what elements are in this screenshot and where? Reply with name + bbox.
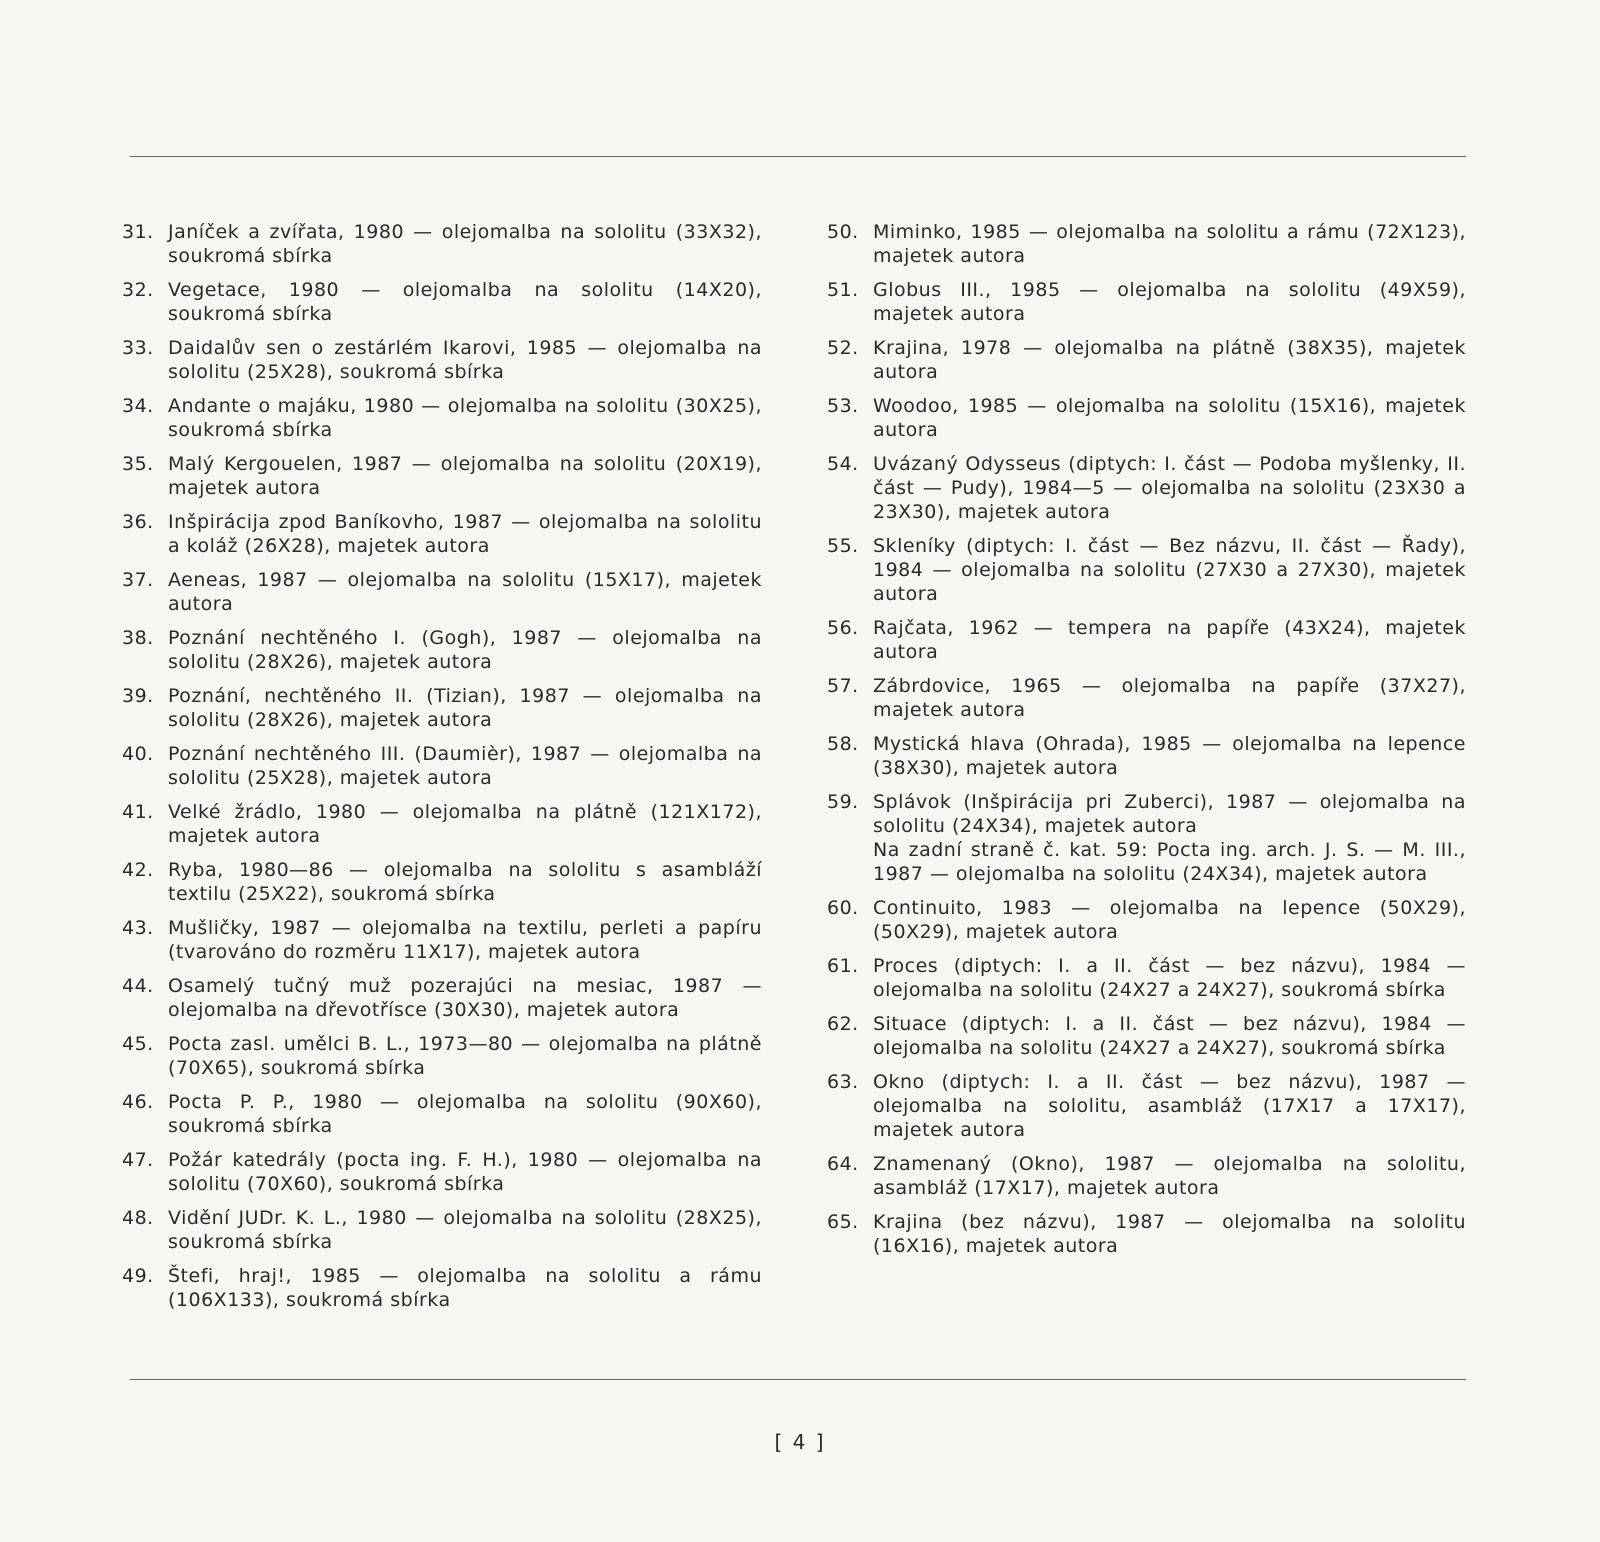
entry-number: 39.: [122, 685, 154, 707]
entry-number: 61.: [827, 955, 859, 977]
entry-body: [168, 1032, 762, 1080]
entry-text: Daidalův sen o zestárlém Ikarovi, 1985 — olejomalba na sololitu (25X28), soukromá sbírka: [168, 337, 762, 383]
entry-text: Poznání nechtěného I. (Gogh), 1987 — olejomalba na sololitu (28X26), majetek autora: [168, 627, 762, 673]
entry-number: 51.: [827, 279, 859, 301]
entry-body: [168, 684, 762, 732]
entry-body: [873, 954, 1466, 1002]
entry-body: [168, 510, 762, 558]
entry-text: Proces (diptych: I. a II. část — bez názvu), 1984 — olejomalba na sololitu (24X27 a 24X27), soukromá sbírka: [873, 955, 1466, 1001]
entry-text: Štefi, hraj!, 1985 — olejomalba na sololitu a rámu (106X133), soukromá sbírka: [168, 1265, 762, 1311]
entry-text: Pocta P. P., 1980 — olejomalba na sololitu (90X60), soukromá sbírka: [168, 1091, 762, 1137]
entry-number: 60.: [827, 897, 859, 919]
catalog-entry: [827, 1070, 1466, 1142]
entry-number: 37.: [122, 569, 154, 591]
catalog-entry: [122, 278, 762, 326]
entry-number: 46.: [122, 1091, 154, 1113]
entry-text: Skleníky (diptych: I. část — Bez názvu, II. část — Řady), 1984 — olejomalba na sololitu (27X30 a 27X30), majetek autora: [873, 535, 1466, 605]
entry-number: 48.: [122, 1207, 154, 1229]
entry-text: Janíček a zvířata, 1980 — olejomalba na sololitu (33X32), soukromá sbírka: [168, 221, 762, 267]
entry-text: Inšpirácija zpod Baníkovho, 1987 — olejomalba na sololitu a koláž (26X28), majetek autora: [168, 511, 762, 557]
entry-body: [873, 1210, 1466, 1258]
entry-body: [873, 896, 1466, 944]
entry-text: Malý Kergouelen, 1987 — olejomalba na sololitu (20X19), majetek autora: [168, 453, 762, 499]
entry-number: 52.: [827, 337, 859, 359]
catalog-entry: [827, 1012, 1466, 1060]
entry-text: Situace (diptych: I. a II. část — bez názvu), 1984 — olejomalba na sololitu (24X27 a 24X27), soukromá sbírka: [873, 1013, 1466, 1059]
entry-text: Poznání, nechtěného II. (Tizian), 1987 — olejomalba na sololitu (28X26), majetek autora: [168, 685, 762, 731]
entry-text: Andante o majáku, 1980 — olejomalba na sololitu (30X25), soukromá sbírka: [168, 395, 762, 441]
entry-text: Poznání nechtěného III. (Daumièr), 1987 — olejomalba na sololitu (25X28), majetek autora: [168, 743, 762, 789]
catalog-entry: [122, 1148, 762, 1196]
catalog-entry: [827, 1210, 1466, 1258]
entry-body: [873, 534, 1466, 606]
entry-number: 50.: [827, 221, 859, 243]
catalog-entry: [122, 916, 762, 964]
entry-number: 44.: [122, 975, 154, 997]
entry-text: Ryba, 1980—86 — olejomalba na sololitu s asambláží textilu (25X22), soukromá sbírka: [168, 859, 762, 905]
entry-body: [873, 336, 1466, 384]
entry-body: [168, 452, 762, 500]
entry-body: [168, 974, 762, 1022]
entry-text: Mystická hlava (Ohrada), 1985 — olejomalba na lepence (38X30), majetek autora: [873, 733, 1466, 779]
catalog-entry: [827, 394, 1466, 442]
entry-text: Globus III., 1985 — olejomalba na sololitu (49X59), majetek autora: [873, 279, 1466, 325]
entry-text: Krajina (bez názvu), 1987 — olejomalba na sololitu (16X16), majetek autora: [873, 1211, 1466, 1257]
entry-body: [873, 278, 1466, 326]
entry-number: 34.: [122, 395, 154, 417]
catalog-entry: [122, 1264, 762, 1312]
catalog-entry: [122, 452, 762, 500]
entry-number: 40.: [122, 743, 154, 765]
catalog-entry: [122, 684, 762, 732]
entry-number: 53.: [827, 395, 859, 417]
entry-text: Krajina, 1978 — olejomalba na plátně (38X35), majetek autora: [873, 337, 1466, 383]
entry-body: [168, 336, 762, 384]
catalog-entry: [122, 742, 762, 790]
entry-text: Uvázaný Odysseus (diptych: I. část — Podoba myšlenky, II. část — Pudy), 1984—5 — olejomalba na sololitu (23X30 a 23X30), majetek autora: [873, 453, 1466, 523]
entry-body: [873, 1012, 1466, 1060]
catalog-entry: [827, 732, 1466, 780]
catalog-entry: [122, 800, 762, 848]
entry-text: Miminko, 1985 — olejomalba na sololitu a rámu (72X123), majetek autora: [873, 221, 1466, 267]
entry-number: 38.: [122, 627, 154, 649]
catalog-entry: [122, 1090, 762, 1138]
entry-number: 47.: [122, 1149, 154, 1171]
entry-number: 56.: [827, 617, 859, 639]
entry-number: 35.: [122, 453, 154, 475]
entry-body: [168, 742, 762, 790]
catalog-entry: [827, 452, 1466, 524]
entry-text: Continuito, 1983 — olejomalba na lepence (50X29), (50X29), majetek autora: [873, 897, 1466, 943]
entry-number: 55.: [827, 535, 859, 557]
entry-text: Velké žrádlo, 1980 — olejomalba na plátně (121X172), majetek autora: [168, 801, 762, 847]
catalog-entry: [122, 510, 762, 558]
entry-body: [873, 1070, 1466, 1142]
entry-number: 42.: [122, 859, 154, 881]
entry-note: Na zadní straně č. kat. 59: Pocta ing. arch. J. S. — M. III., 1987 — olejomalba na sololitu (24X34), majetek autora: [873, 839, 1466, 885]
top-rule: [130, 156, 1466, 157]
entry-text: Zábrdovice, 1965 — olejomalba na papíře (37X27), majetek autora: [873, 675, 1466, 721]
entry-text: Splávok (Inšpirácija pri Zuberci), 1987 — olejomalba na sololitu (24X34), majetek autora: [873, 791, 1466, 837]
catalog-entry: [122, 1032, 762, 1080]
catalog-entry: [827, 896, 1466, 944]
entry-body: [873, 452, 1466, 524]
entry-body: [168, 1148, 762, 1196]
catalog-entry: [827, 220, 1466, 268]
entry-body: [168, 1264, 762, 1312]
entry-number: 57.: [827, 675, 859, 697]
entry-body: [873, 732, 1466, 780]
entry-body: [873, 1152, 1466, 1200]
catalog-entry: [827, 954, 1466, 1002]
entry-body: [873, 616, 1466, 664]
entry-number: 59.: [827, 791, 859, 813]
entry-body: [168, 568, 762, 616]
entry-number: 63.: [827, 1071, 859, 1093]
entry-body: [168, 1206, 762, 1254]
entry-text: Okno (diptych: I. a II. část — bez názvu), 1987 — olejomalba na sololitu, asambláž (17X17 a 17X17), majetek autora: [873, 1071, 1466, 1141]
entry-text: Vidění JUDr. K. L., 1980 — olejomalba na sololitu (28X25), soukromá sbírka: [168, 1207, 762, 1253]
entry-text: Požár katedrály (pocta ing. F. H.), 1980 — olejomalba na sololitu (70X60), soukromá sbírka: [168, 1149, 762, 1195]
entry-body: [168, 394, 762, 442]
catalog-entry: [122, 974, 762, 1022]
catalog-entry: [827, 534, 1466, 606]
catalog-entry: [827, 616, 1466, 664]
entry-number: 45.: [122, 1033, 154, 1055]
entry-body: [168, 858, 762, 906]
catalog-entry: [122, 220, 762, 268]
entry-number: 65.: [827, 1211, 859, 1233]
entry-body: [168, 220, 762, 268]
catalog-column-right: [827, 220, 1466, 1268]
entry-number: 49.: [122, 1265, 154, 1287]
entry-body: [168, 916, 762, 964]
entry-text: Vegetace, 1980 — olejomalba na sololitu (14X20), soukromá sbírka: [168, 279, 762, 325]
catalog-entry: [122, 626, 762, 674]
entry-number: 58.: [827, 733, 859, 755]
entry-body: [873, 220, 1466, 268]
bottom-rule: [130, 1379, 1466, 1380]
entry-body: [873, 674, 1466, 722]
catalog-entry: [827, 336, 1466, 384]
catalog-entry: [122, 336, 762, 384]
catalog-column-left: [122, 220, 762, 1322]
catalog-entry: [827, 1152, 1466, 1200]
entry-text: Mušličky, 1987 — olejomalba na textilu, perleti a papíru (tvarováno do rozměru 11X17), majetek autora: [168, 917, 762, 963]
entry-number: 31.: [122, 221, 154, 243]
entry-number: 43.: [122, 917, 154, 939]
entry-body: [873, 394, 1466, 442]
entry-body: [168, 626, 762, 674]
entry-number: 62.: [827, 1013, 859, 1035]
catalog-entry: [122, 1206, 762, 1254]
entry-number: 33.: [122, 337, 154, 359]
entry-body: [873, 790, 1466, 886]
entry-text: Aeneas, 1987 — olejomalba na sololitu (15X17), majetek autora: [168, 569, 762, 615]
catalog-entry: [827, 674, 1466, 722]
catalog-entry: [122, 394, 762, 442]
entry-text: Pocta zasl. umělci B. L., 1973—80 — olejomalba na plátně (70X65), soukromá sbírka: [168, 1033, 762, 1079]
catalog-entry: [122, 858, 762, 906]
entry-number: 36.: [122, 511, 154, 533]
entry-number: 41.: [122, 801, 154, 823]
entry-number: 54.: [827, 453, 859, 475]
page-number: [ 4 ]: [774, 1430, 826, 1454]
catalog-entry: [827, 790, 1466, 886]
entry-body: [168, 800, 762, 848]
entry-body: [168, 278, 762, 326]
catalog-entry: [827, 278, 1466, 326]
catalog-entry: [122, 568, 762, 616]
entry-body: [168, 1090, 762, 1138]
entry-text: Znamenaný (Okno), 1987 — olejomalba na sololitu, asambláž (17X17), majetek autora: [873, 1153, 1466, 1199]
entry-number: 32.: [122, 279, 154, 301]
entry-number: 64.: [827, 1153, 859, 1175]
entry-text: Osamelý tučný muž pozerajúci na mesiac, 1987 — olejomalba na dřevotřísce (30X30), majetek autora: [168, 975, 762, 1021]
entry-text: Woodoo, 1985 — olejomalba na sololitu (15X16), majetek autora: [873, 395, 1466, 441]
entry-text: Rajčata, 1962 — tempera na papíře (43X24), majetek autora: [873, 617, 1466, 663]
